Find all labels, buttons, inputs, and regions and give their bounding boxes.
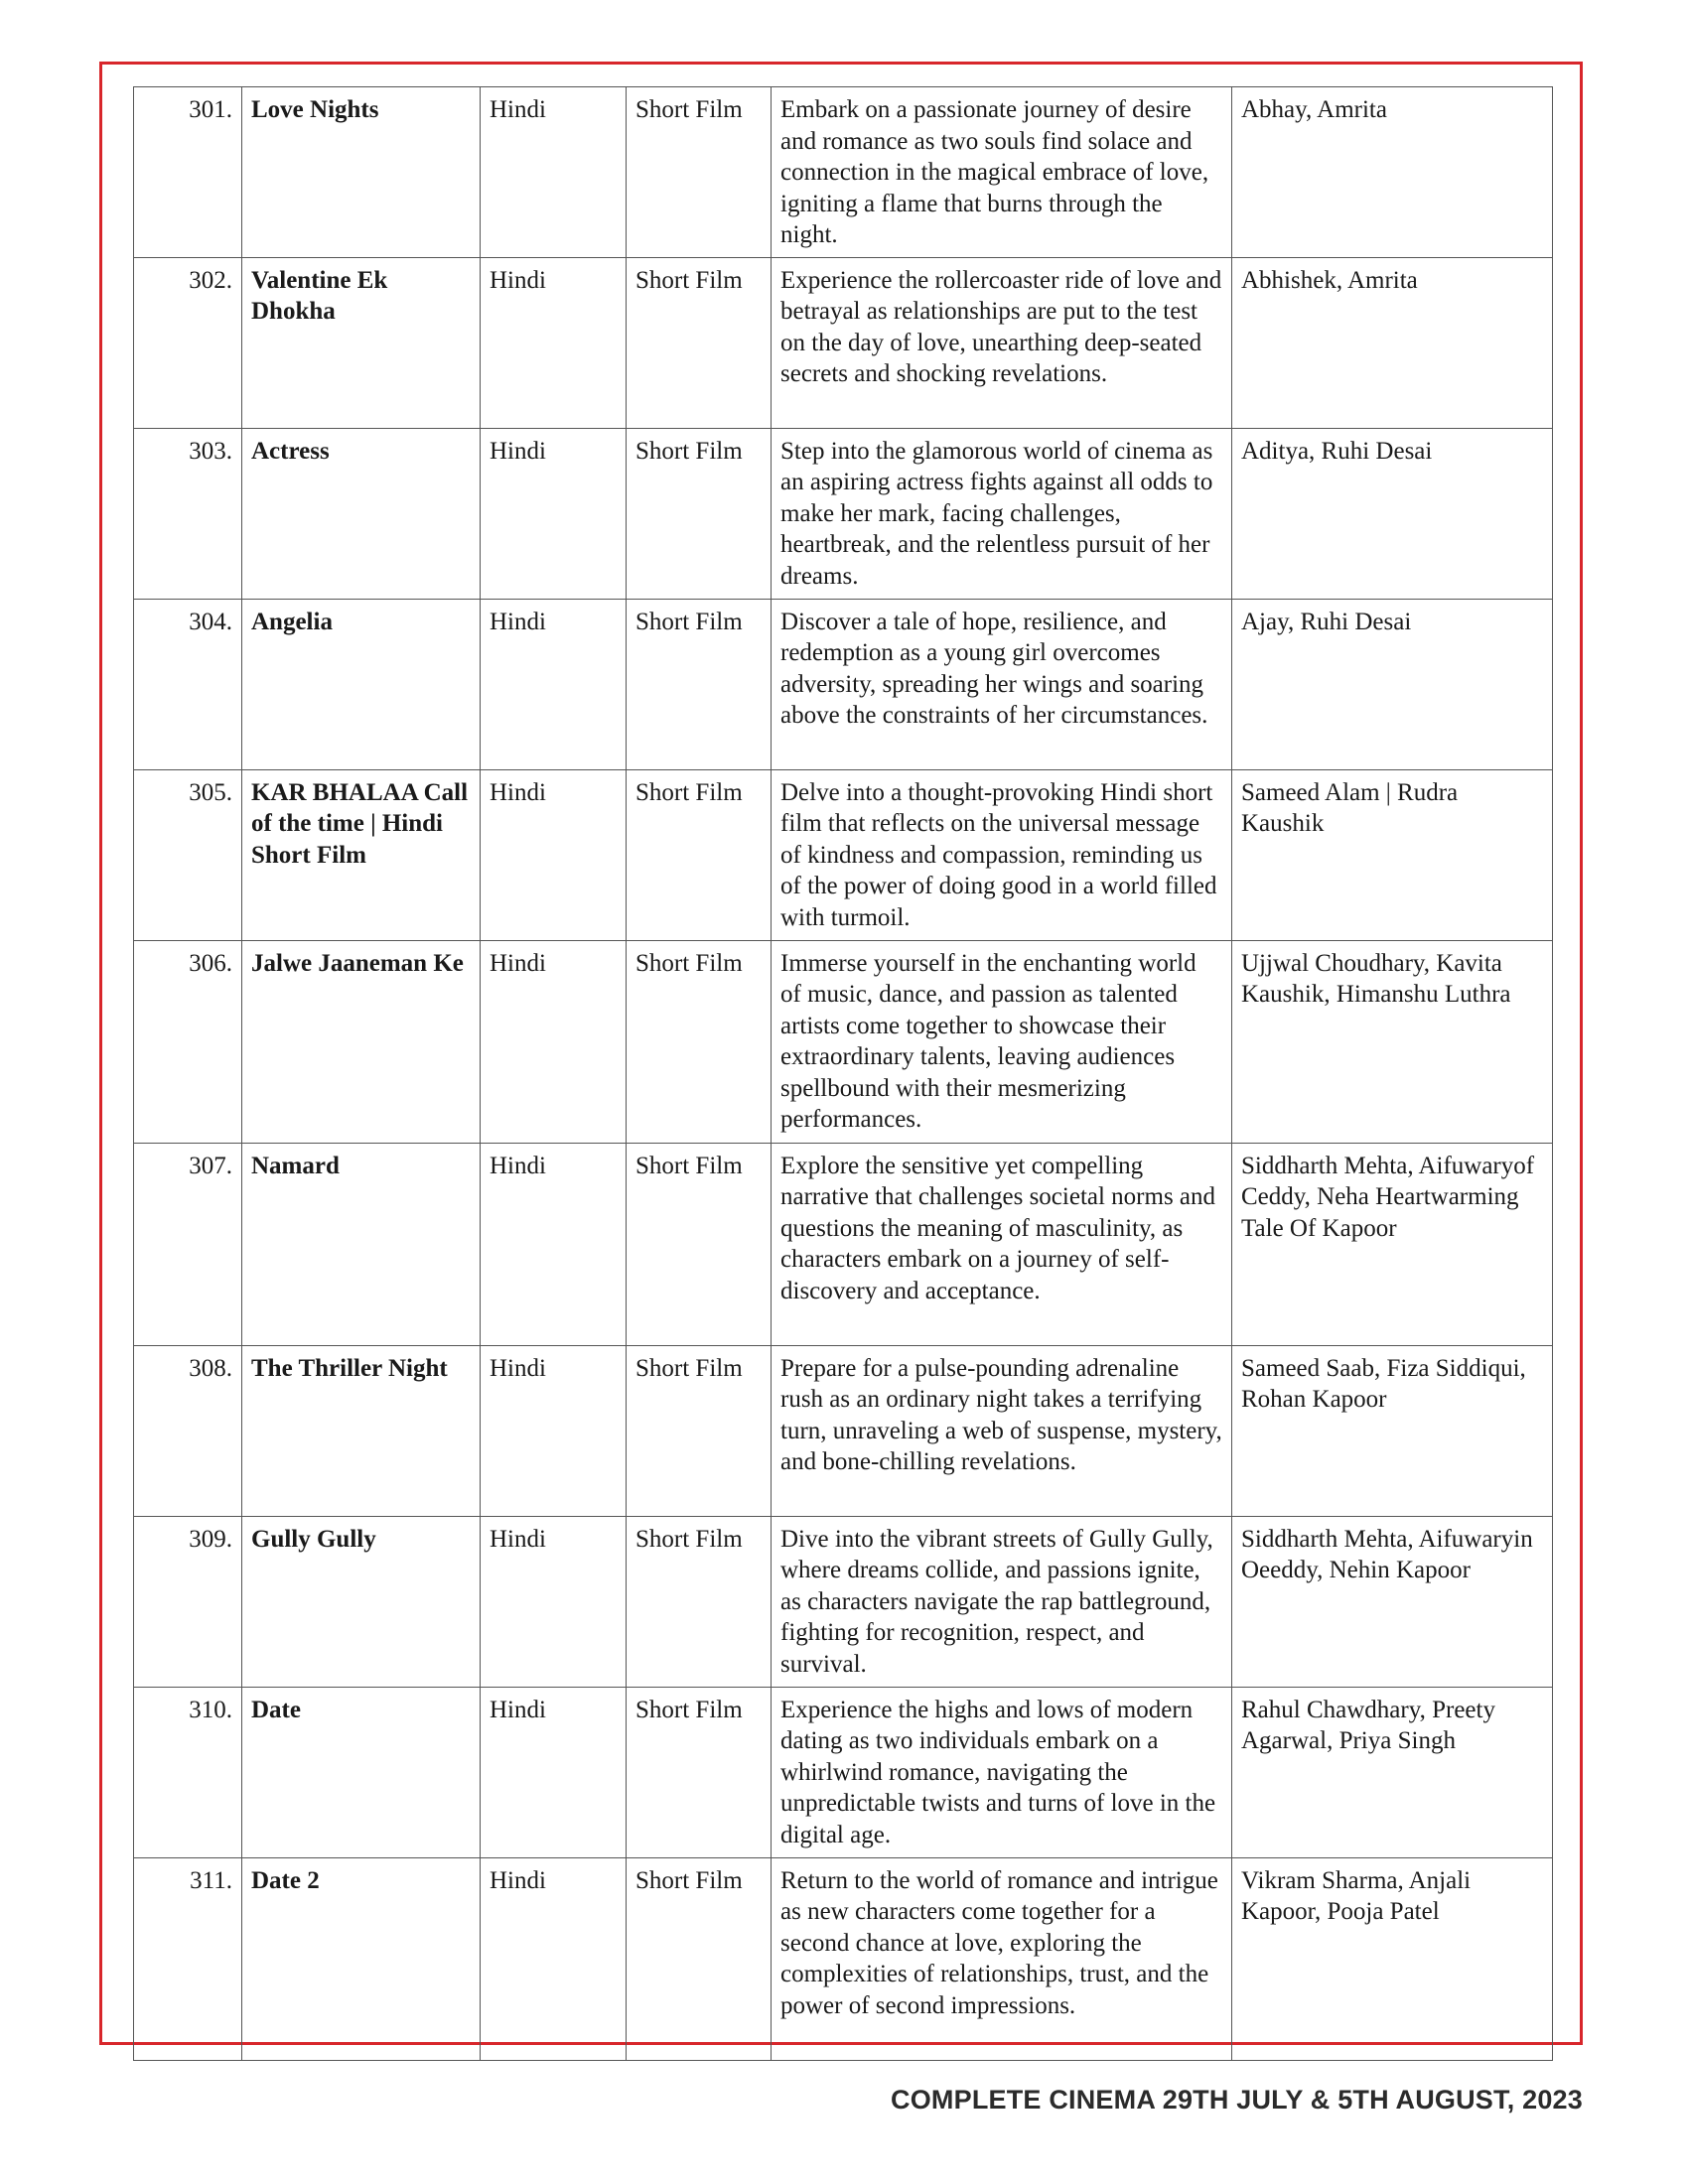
film-cast: Abhay, Amrita: [1232, 87, 1553, 258]
film-language: Hindi: [481, 769, 627, 940]
film-title: Date: [242, 1687, 481, 1857]
film-listing-table: [133, 86, 1553, 2061]
table-row: [134, 1143, 1553, 1345]
film-language: Hindi: [481, 940, 627, 1143]
film-type: Short Film: [627, 1345, 772, 1516]
table-row: [134, 1516, 1553, 1687]
film-title: Jalwe Jaaneman Ke: [242, 940, 481, 1143]
film-cast: Sameed Alam | Rudra Kaushik: [1232, 769, 1553, 940]
film-type: Short Film: [627, 87, 772, 258]
entry-number: 301.: [134, 87, 242, 258]
table-row: [134, 1345, 1553, 1516]
film-title: Namard: [242, 1143, 481, 1345]
entry-number: 304.: [134, 599, 242, 769]
film-language: Hindi: [481, 1345, 627, 1516]
table-row: [134, 769, 1553, 940]
entry-number: 307.: [134, 1143, 242, 1345]
entry-number: 306.: [134, 940, 242, 1143]
entry-number: 310.: [134, 1687, 242, 1857]
film-language: Hindi: [481, 1516, 627, 1687]
entry-number: 303.: [134, 428, 242, 599]
film-type: Short Film: [627, 428, 772, 599]
film-cast: Ajay, Ruhi Desai: [1232, 599, 1553, 769]
film-description: Delve into a thought-provoking Hindi short film that reflects on the universal message of kindness and compassion, reminding us of the power of doing good in a world filled with turmoil.: [772, 769, 1232, 940]
film-title: Angelia: [242, 599, 481, 769]
film-description: Step into the glamorous world of cinema as an aspiring actress fights against all odds to make her mark, facing challenges, heartbreak, and the relentless pursuit of her dreams.: [772, 428, 1232, 599]
film-language: Hindi: [481, 1687, 627, 1857]
entry-number: 309.: [134, 1516, 242, 1687]
entry-number: 311.: [134, 1857, 242, 2060]
film-description: Embark on a passionate journey of desire and romance as two souls find solace and connection in the magical embrace of love, igniting a flame that burns through the night.: [772, 87, 1232, 258]
film-title: Love Nights: [242, 87, 481, 258]
film-type: Short Film: [627, 257, 772, 428]
film-title: Date 2: [242, 1857, 481, 2060]
film-language: Hindi: [481, 1143, 627, 1345]
entry-number: 302.: [134, 257, 242, 428]
table-row: [134, 1857, 1553, 2060]
film-description: Explore the sensitive yet compelling narrative that challenges societal norms and questions the meaning of masculinity, as characters embark on a journey of self-discovery and acceptance.: [772, 1143, 1232, 1345]
table-row: [134, 940, 1553, 1143]
film-cast: Vikram Sharma, Anjali Kapoor, Pooja Patel: [1232, 1857, 1553, 2060]
film-type: Short Film: [627, 1516, 772, 1687]
film-description: Dive into the vibrant streets of Gully Gully, where dreams collide, and passions ignite, as characters navigate the rap battleground, fighting for recognition, respect, and survival.: [772, 1516, 1232, 1687]
film-type: Short Film: [627, 1857, 772, 2060]
film-title: KAR BHALAA Call of the time | Hindi Short Film: [242, 769, 481, 940]
film-type: Short Film: [627, 599, 772, 769]
film-title: Actress: [242, 428, 481, 599]
film-description: Experience the rollercoaster ride of love and betrayal as relationships are put to the test on the day of love, unearthing deep-seated secrets and shocking revelations.: [772, 257, 1232, 428]
film-type: Short Film: [627, 1143, 772, 1345]
film-language: Hindi: [481, 1857, 627, 2060]
film-cast: Rahul Chawdhary, Preety Agarwal, Priya Singh: [1232, 1687, 1553, 1857]
film-title: Valentine Ek Dhokha: [242, 257, 481, 428]
film-cast: Abhishek, Amrita: [1232, 257, 1553, 428]
film-description: Prepare for a pulse-pounding adrenaline rush as an ordinary night takes a terrifying turn, unraveling a web of suspense, mystery, and bone-chilling revelations.: [772, 1345, 1232, 1516]
table-row: [134, 257, 1553, 428]
entry-number: 308.: [134, 1345, 242, 1516]
film-type: Short Film: [627, 940, 772, 1143]
table-row: [134, 1687, 1553, 1857]
film-type: Short Film: [627, 769, 772, 940]
page-footer: COMPLETE CINEMA 29TH JULY & 5TH AUGUST, 2023: [891, 2085, 1583, 2115]
film-language: Hindi: [481, 87, 627, 258]
film-title: Gully Gully: [242, 1516, 481, 1687]
film-cast: Sameed Saab, Fiza Siddiqui, Rohan Kapoor: [1232, 1345, 1553, 1516]
film-language: Hindi: [481, 257, 627, 428]
entry-number: 305.: [134, 769, 242, 940]
table-row: [134, 599, 1553, 769]
film-type: Short Film: [627, 1687, 772, 1857]
film-description: Immerse yourself in the enchanting world of music, dance, and passion as talented artists come together to showcase their extraordinary talents, leaving audiences spellbound with their mesmerizing performances.: [772, 940, 1232, 1143]
table-row: [134, 87, 1553, 258]
film-cast: Siddharth Mehta, Aifuwaryin Oeeddy, Nehin Kapoor: [1232, 1516, 1553, 1687]
film-cast: Aditya, Ruhi Desai: [1232, 428, 1553, 599]
film-language: Hindi: [481, 599, 627, 769]
film-language: Hindi: [481, 428, 627, 599]
table-row: [134, 428, 1553, 599]
film-description: Discover a tale of hope, resilience, and redemption as a young girl overcomes adversity, spreading her wings and soaring above the constraints of her circumstances.: [772, 599, 1232, 769]
film-title: The Thriller Night: [242, 1345, 481, 1516]
film-description: Experience the highs and lows of modern dating as two individuals embark on a whirlwind romance, navigating the unpredictable twists and turns of love in the digital age.: [772, 1687, 1232, 1857]
film-cast: Siddharth Mehta, Aifuwaryof Ceddy, Neha Heartwarming Tale Of Kapoor: [1232, 1143, 1553, 1345]
film-cast: Ujjwal Choudhary, Kavita Kaushik, Himanshu Luthra: [1232, 940, 1553, 1143]
film-description: Return to the world of romance and intrigue as new characters come together for a second chance at love, exploring the complexities of relationships, trust, and the power of second impressions.: [772, 1857, 1232, 2060]
